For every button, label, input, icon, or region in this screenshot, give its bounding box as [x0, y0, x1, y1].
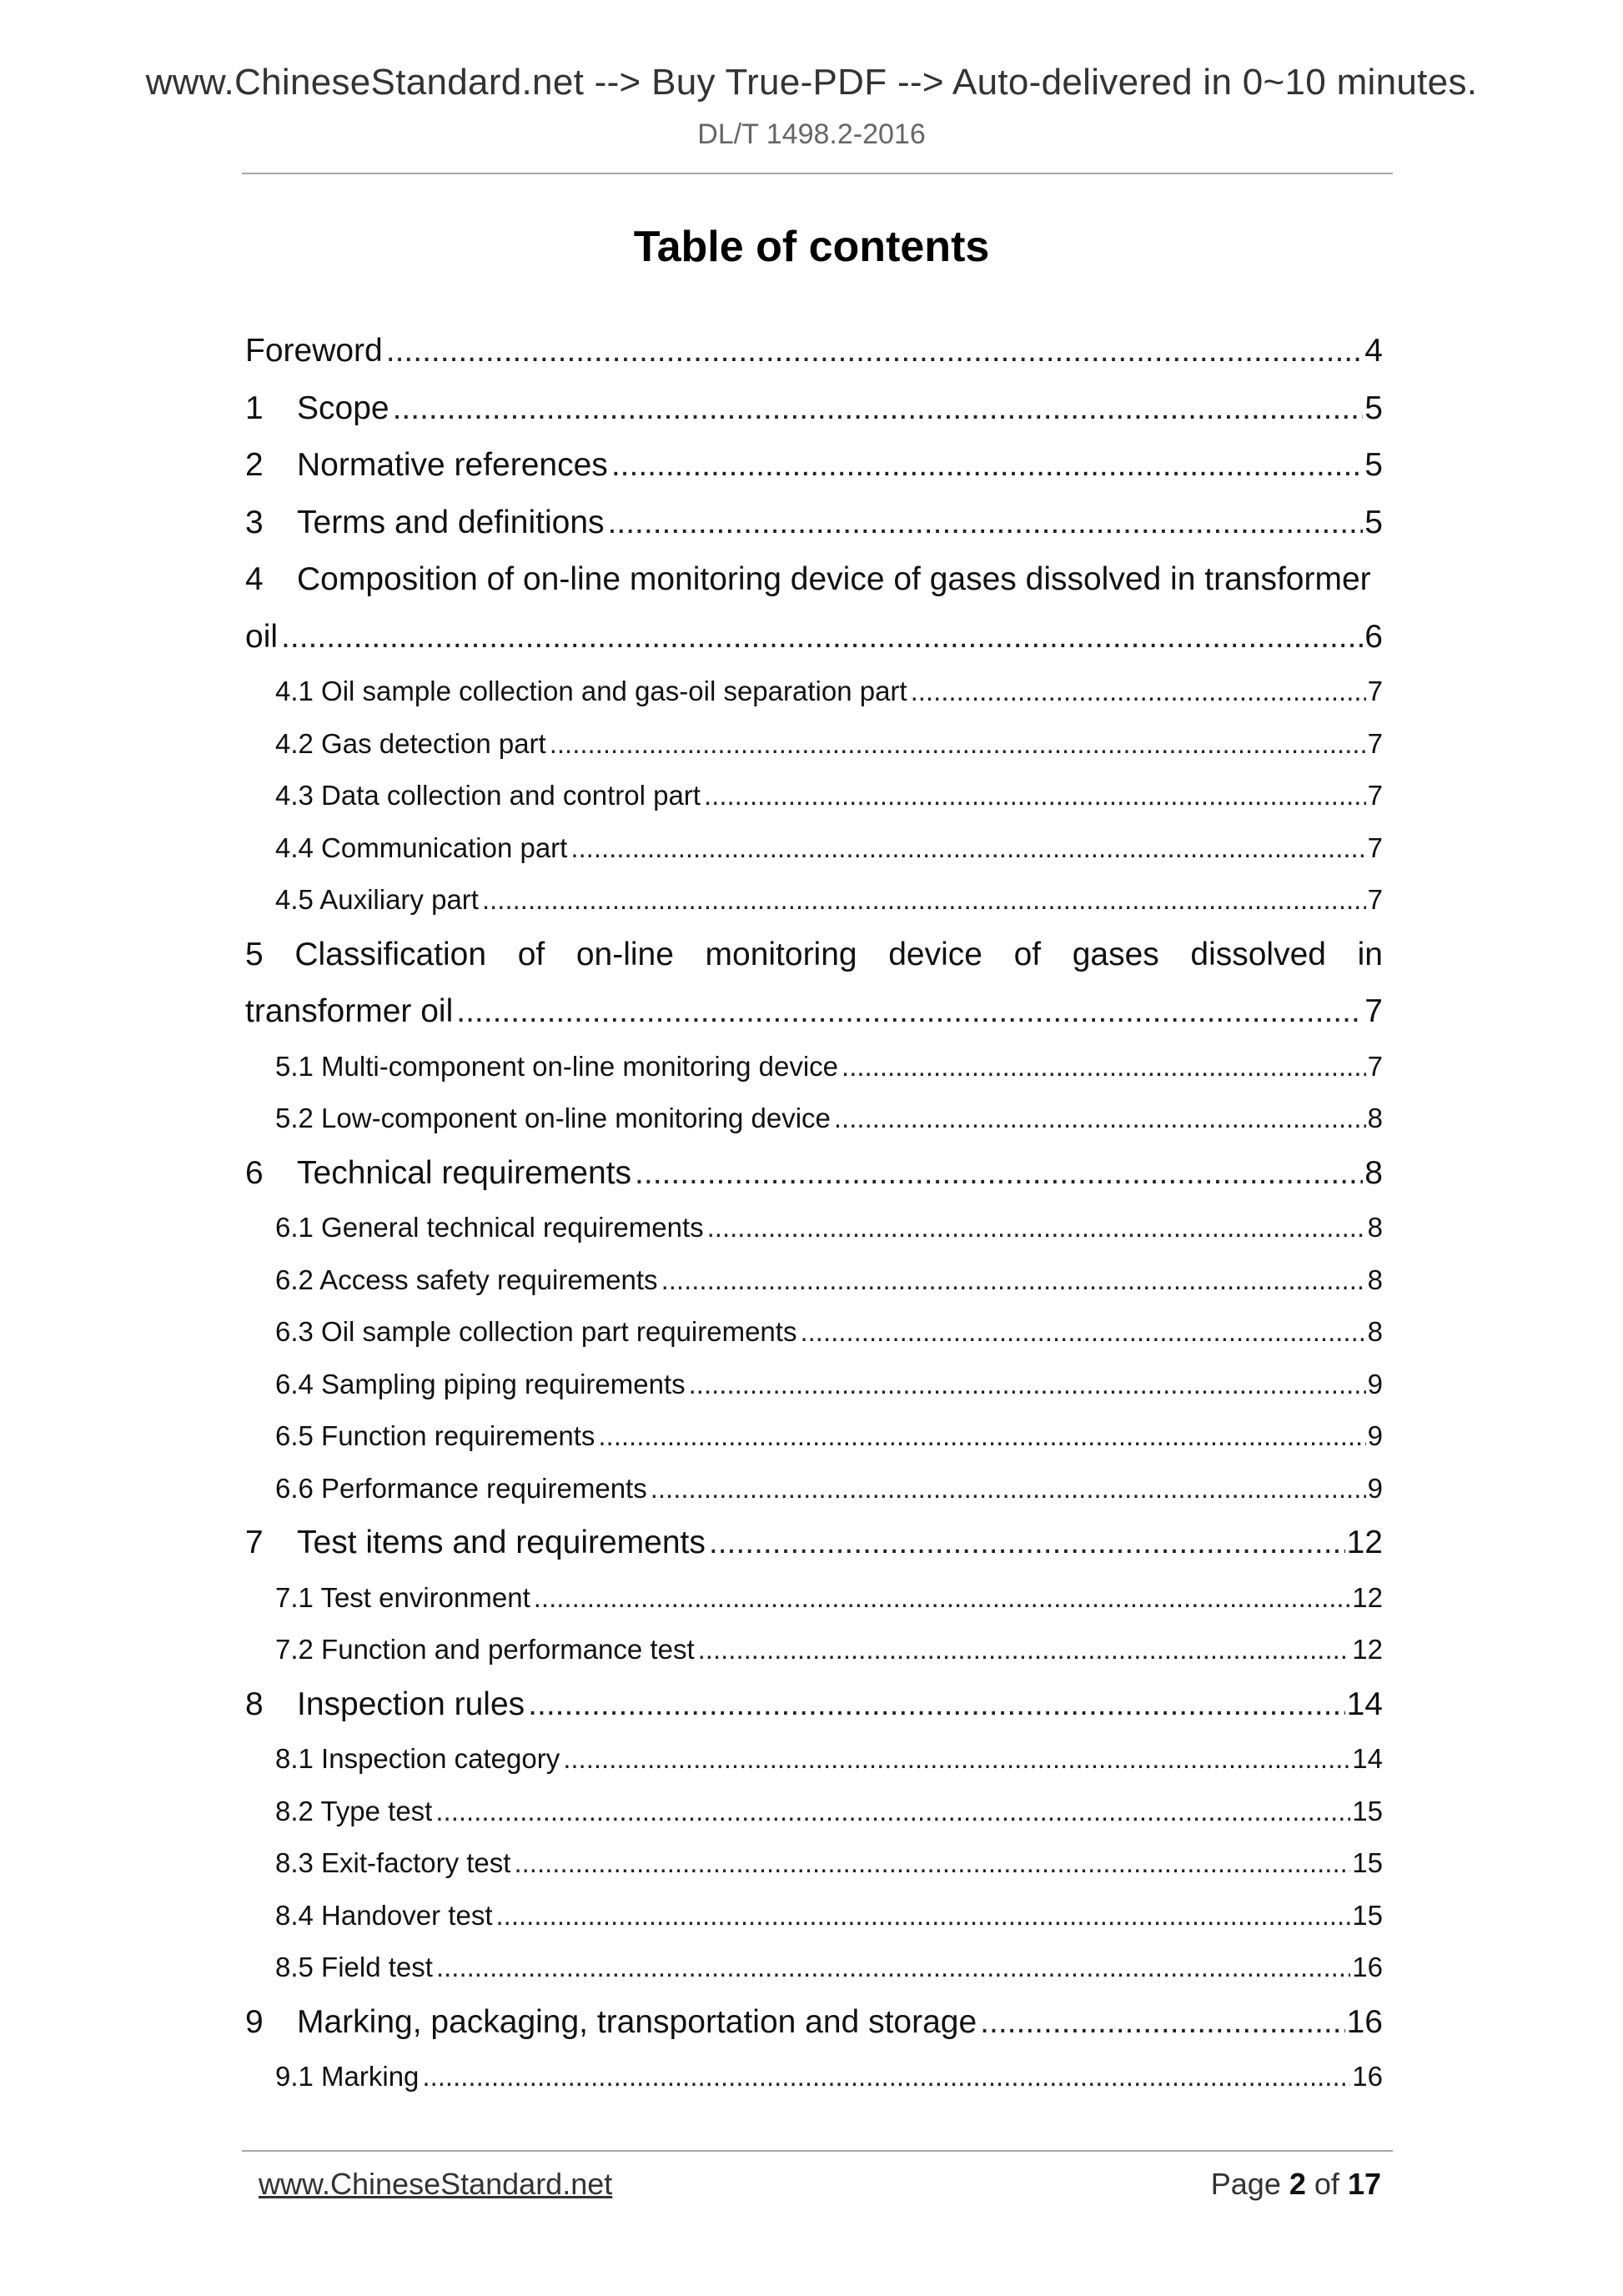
- dot-leader: [436, 1942, 1350, 1994]
- toc-subentry-8-1[interactable]: [245, 1733, 1383, 1786]
- toc-entry-word: of: [1013, 936, 1042, 972]
- toc-entry-composition[interactable]: [245, 551, 1383, 609]
- dot-leader: [534, 1572, 1351, 1625]
- toc-subentry-8-4[interactable]: [245, 1890, 1383, 1942]
- dot-leader: [281, 609, 1363, 666]
- toc-entry-label: 8.1 Inspection category: [275, 1743, 560, 1774]
- toc-subentry-6-1[interactable]: [245, 1202, 1383, 1254]
- toc-entry-number: 2: [245, 447, 264, 483]
- toc-subentry-5-1[interactable]: [245, 1041, 1383, 1093]
- toc-entry-composition-continued[interactable]: [245, 609, 1383, 666]
- standard-number: DL/T 1498.2-2016: [697, 118, 926, 150]
- total-pages-number: 17: [1347, 2167, 1381, 2201]
- toc-entry-label: 8.3 Exit-factory test: [275, 1847, 511, 1878]
- toc-entry-page: 7: [1367, 676, 1383, 706]
- dot-leader: [800, 1306, 1365, 1359]
- toc-subentry-6-2[interactable]: [245, 1254, 1383, 1307]
- header-banner: www.ChineseStandard.net --> Buy True-PDF --> Auto-delivered in 0~10 minutes.: [145, 62, 1478, 103]
- toc-subentry-4-5[interactable]: [245, 874, 1383, 927]
- toc-entry-page: 12: [1352, 1581, 1383, 1613]
- dot-leader: [422, 2051, 1350, 2103]
- dot-leader: [651, 1463, 1366, 1515]
- toc-entry-page: 8: [1367, 1316, 1383, 1347]
- dot-leader: [980, 1994, 1344, 2052]
- toc-entry-label: 6.6 Performance requirements: [275, 1472, 647, 1504]
- toc-subentry-6-5[interactable]: [245, 1410, 1383, 1463]
- toc-entry-classification[interactable]: [245, 927, 1383, 984]
- toc-entry-page: 5: [1364, 447, 1383, 483]
- toc-entry-page: 5: [1364, 389, 1383, 426]
- toc-entry-page: 8: [1367, 1103, 1383, 1133]
- toc-entry-label: Terms and definitions: [297, 504, 605, 540]
- toc-entry-label: Foreword: [245, 333, 383, 369]
- dot-leader: [528, 1676, 1344, 1734]
- toc-entry-page: 7: [1367, 831, 1383, 863]
- toc-subentry-7-1[interactable]: [245, 1572, 1383, 1625]
- toc-entry-page: 9: [1367, 1472, 1383, 1504]
- toc-entry-label: 6.2 Access safety requirements: [275, 1264, 658, 1295]
- toc-entry-label: Normative references: [297, 447, 608, 483]
- dot-leader: [842, 1041, 1366, 1093]
- header-divider: [242, 173, 1393, 174]
- page-indicator: [1211, 2167, 1381, 2202]
- toc-entry-label: 9.1 Marking: [275, 2061, 420, 2092]
- toc-entry-number: 5: [245, 936, 264, 972]
- toc-entry-label: 6.4 Sampling piping requirements: [275, 1368, 686, 1399]
- toc-subentry-6-4[interactable]: [245, 1359, 1383, 1411]
- dot-leader: [689, 1359, 1366, 1411]
- toc-entry-label: 5.2 Low-component on-line monitoring device: [275, 1103, 831, 1133]
- toc-entry-label: 4.3 Data collection and control part: [275, 780, 701, 811]
- toc-entry-page: 8: [1367, 1212, 1383, 1243]
- dot-leader: [393, 380, 1364, 438]
- dot-leader: [598, 1410, 1365, 1463]
- toc-entry-label: Inspection rules: [297, 1686, 525, 1722]
- toc-entry-label: 8.4 Handover test: [275, 1899, 493, 1931]
- toc-entry-terms-definitions[interactable]: [245, 495, 1383, 552]
- toc-subentry-4-4[interactable]: [245, 822, 1383, 875]
- toc-entry-label: 7.1 Test environment: [275, 1581, 530, 1613]
- page-of-word: of: [1314, 2167, 1339, 2201]
- toc-entry-word: gases: [1072, 936, 1159, 972]
- toc-entry-word: dissolved: [1190, 936, 1326, 972]
- footer-website-link[interactable]: www.ChineseStandard.net: [259, 2167, 613, 2201]
- toc-entry-foreword[interactable]: [245, 323, 1383, 380]
- dot-leader: [386, 323, 1364, 380]
- toc-subentry-6-6[interactable]: [245, 1463, 1383, 1515]
- toc-entry-page: 9: [1367, 1420, 1383, 1451]
- toc-entry-page: 14: [1346, 1686, 1383, 1722]
- toc-entry-label: 7.2 Function and performance test: [275, 1634, 695, 1665]
- toc-entry-label: Marking, packaging, transportation and storage: [297, 2003, 977, 2040]
- toc-entry-page: 7: [1367, 884, 1383, 915]
- dot-leader: [635, 1145, 1363, 1203]
- dot-leader: [435, 1786, 1350, 1838]
- toc-subentry-4-2[interactable]: [245, 718, 1383, 771]
- toc-entry-page: 15: [1352, 1899, 1383, 1931]
- toc-subentry-9-1[interactable]: [245, 2051, 1383, 2103]
- toc-entry-label: Technical requirements: [297, 1154, 632, 1191]
- toc-entry-number: 7: [245, 1525, 264, 1560]
- toc-entry-label: 8.2 Type test: [275, 1795, 433, 1826]
- toc-entry-page: 6: [1364, 618, 1383, 655]
- dot-leader: [563, 1733, 1350, 1786]
- toc-subentry-6-3[interactable]: [245, 1306, 1383, 1359]
- toc-entry-word: in: [1357, 936, 1383, 972]
- dot-leader: [611, 437, 1363, 495]
- footer-divider: [242, 2150, 1393, 2152]
- toc-entry-label: 4.2 Gas detection part: [275, 727, 546, 759]
- toc-subentry-7-2[interactable]: [245, 1624, 1383, 1676]
- toc-entry-page: 7: [1367, 1050, 1383, 1082]
- toc-entry-word: on-line: [575, 936, 674, 972]
- dot-leader: [704, 770, 1366, 822]
- dot-leader: [496, 1890, 1351, 1942]
- toc-entry-number: 1: [245, 389, 264, 426]
- toc-entry-page: 8: [1367, 1264, 1383, 1295]
- toc-entry-label: 6.5 Function requirements: [275, 1420, 595, 1451]
- toc-entry-page: 7: [1364, 993, 1383, 1029]
- toc-subentry-4-3[interactable]: [245, 770, 1383, 822]
- toc-subentry-5-2[interactable]: [245, 1093, 1383, 1145]
- dot-leader: [550, 718, 1366, 771]
- toc-entry-page: 16: [1352, 2061, 1383, 2092]
- toc-entry-label: 4.5 Auxiliary part: [275, 884, 479, 915]
- toc-entry-word: of: [517, 936, 545, 972]
- toc-entry-page: 16: [1352, 1952, 1383, 1982]
- toc-entry-normative-references[interactable]: [245, 437, 1383, 495]
- toc-entry-page: 12: [1352, 1634, 1383, 1665]
- dot-leader: [570, 822, 1365, 875]
- toc-entry-number: 8: [245, 1686, 264, 1722]
- toc-entry-page: 7: [1367, 780, 1383, 811]
- toc-entry-number: 6: [245, 1154, 264, 1191]
- toc-entry-label-continued: transformer oil: [245, 993, 454, 1029]
- toc-entry-test-items[interactable]: [245, 1515, 1383, 1572]
- dot-leader: [698, 1624, 1351, 1676]
- toc-entry-label: Test items and requirements: [297, 1525, 706, 1560]
- toc-entry-page: 16: [1346, 2003, 1383, 2040]
- toc-entry-label: 4.4 Communication part: [275, 831, 568, 863]
- toc-entry-technical-requirements[interactable]: [245, 1145, 1383, 1203]
- toc-entry-page: 8: [1364, 1154, 1383, 1191]
- toc-entry-scope[interactable]: [245, 380, 1383, 438]
- toc-entry-word: device: [888, 936, 982, 972]
- dot-leader: [608, 495, 1364, 552]
- toc-entry-number: 3: [245, 504, 264, 540]
- toc-subentry-4-1[interactable]: [245, 666, 1383, 718]
- toc-entry-word: monitoring: [705, 936, 857, 972]
- dot-leader: [911, 666, 1366, 718]
- page-title: Table of contents: [633, 223, 990, 271]
- toc-entry-label: 6.1 General technical requirements: [275, 1212, 704, 1243]
- toc-entry-label: 6.3 Oil sample collection part requirements: [275, 1316, 797, 1347]
- toc-entry-inspection-rules[interactable]: [245, 1676, 1383, 1734]
- toc-entry-page: 14: [1352, 1743, 1383, 1774]
- toc-entry-marking-packaging[interactable]: [245, 1994, 1383, 2052]
- dot-leader: [482, 874, 1366, 927]
- toc-entry-page: 9: [1367, 1368, 1383, 1399]
- page-word: Page: [1210, 2167, 1281, 2201]
- toc-entry-page: 12: [1346, 1525, 1383, 1560]
- dot-leader: [514, 1837, 1350, 1890]
- toc-entry-label: Scope: [297, 389, 389, 426]
- toc-subentry-8-5[interactable]: [245, 1942, 1383, 1994]
- toc-entry-page: 15: [1352, 1847, 1383, 1878]
- dot-leader: [661, 1254, 1366, 1307]
- dot-leader: [707, 1202, 1366, 1254]
- table-of-contents: [245, 323, 1383, 2103]
- toc-entry-label: 5.1 Multi-component on-line monitoring device: [275, 1050, 839, 1082]
- toc-entry-number: 9: [245, 2003, 264, 2040]
- toc-entry-page: 15: [1352, 1795, 1383, 1826]
- toc-entry-label-continued: oil: [245, 618, 279, 655]
- toc-entry-label: 4.1 Oil sample collection and gas-oil separation part: [275, 676, 907, 706]
- dot-leader: [456, 983, 1363, 1041]
- toc-entry-number: 4: [245, 561, 264, 597]
- dot-leader: [834, 1093, 1366, 1145]
- toc-entry-label: 8.5 Field test: [275, 1952, 433, 1982]
- toc-entry-page: 5: [1364, 504, 1383, 540]
- toc-entry-classification-continued[interactable]: [245, 983, 1383, 1041]
- dot-leader: [709, 1515, 1345, 1572]
- toc-subentry-8-3[interactable]: [245, 1837, 1383, 1890]
- toc-entry-page: 7: [1367, 727, 1383, 759]
- toc-subentry-8-2[interactable]: [245, 1786, 1383, 1838]
- current-page-number: 2: [1289, 2167, 1306, 2201]
- toc-entry-word: Classification: [294, 936, 487, 972]
- toc-entry-page: 4: [1364, 333, 1383, 369]
- toc-entry-label: Composition of on-line monitoring device of gases dissolved in transformer: [297, 561, 1371, 597]
